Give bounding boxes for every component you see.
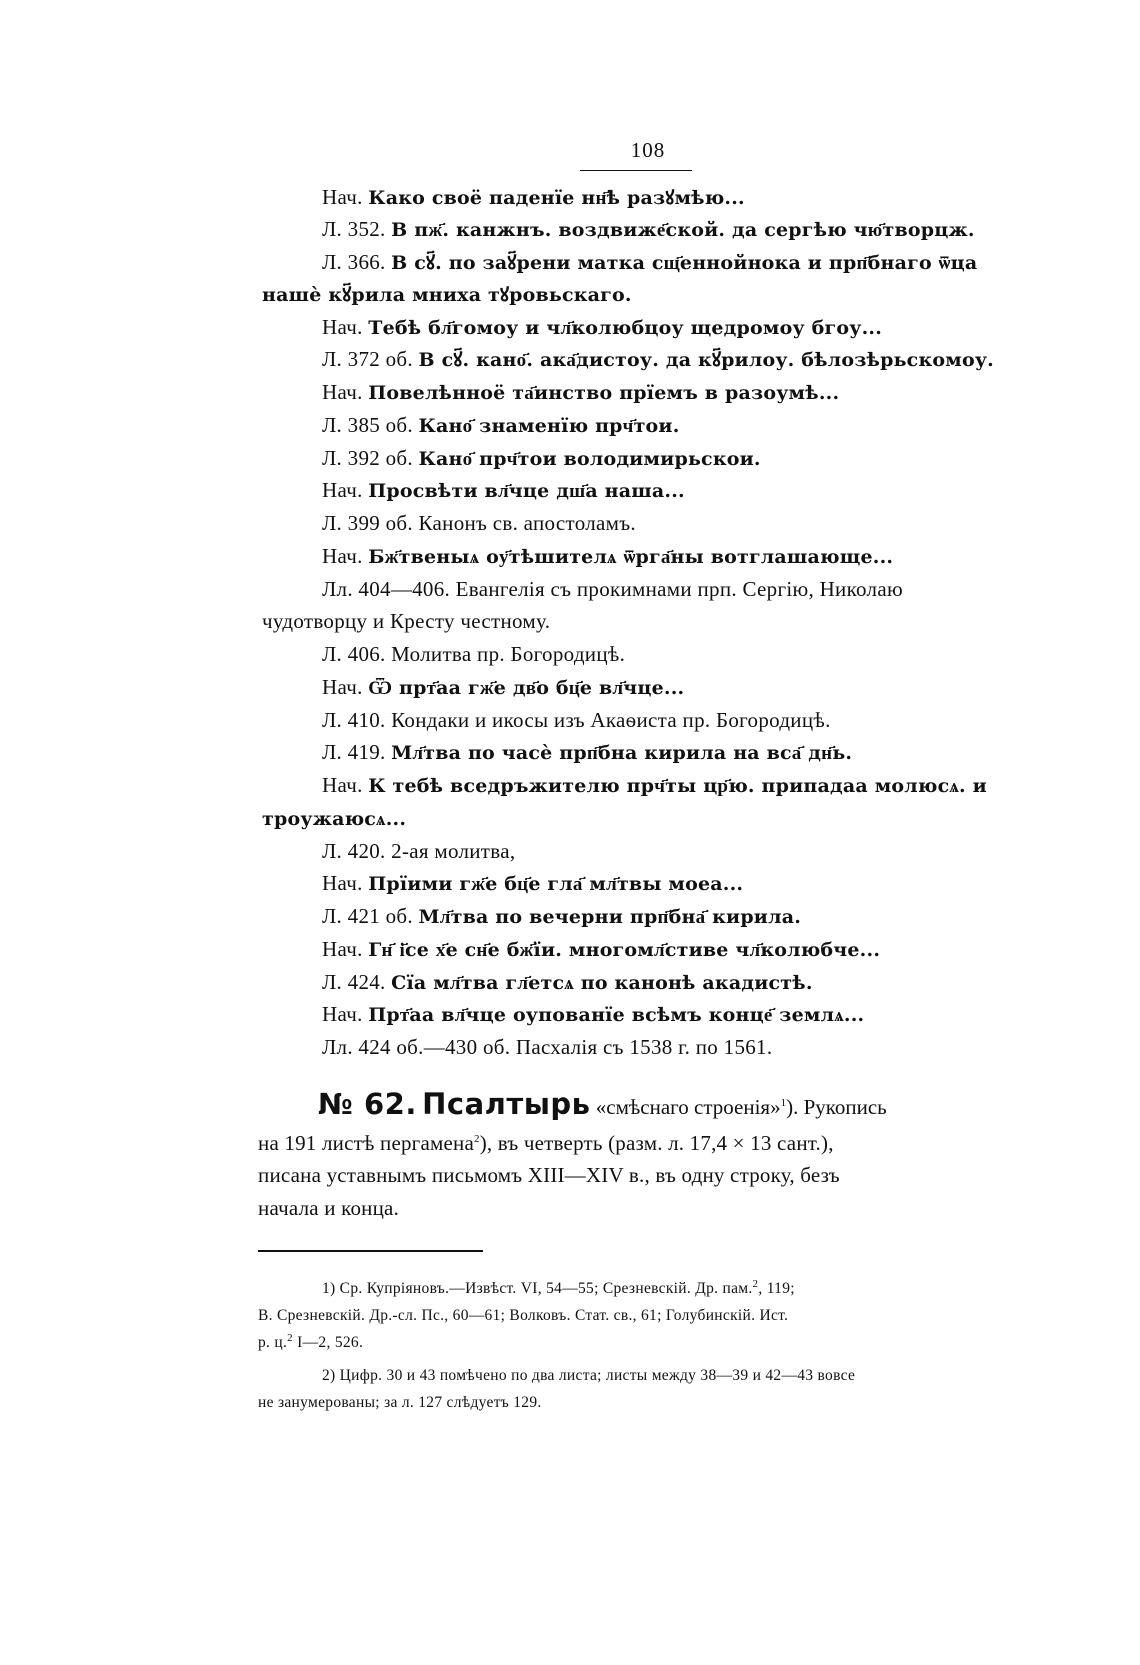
text-line: Л. 385 об. Кано҃ знаменїю прч҃тои. [322,413,680,437]
entry-title: Псалтырь [422,1087,591,1121]
text-line: Нач. Тебѣ бл҃гомоу и чл҃колюбцоу щедромоу бгоу... [322,315,883,339]
text-line: Л. 406. Молитва пр. Богородицѣ. [322,642,626,666]
text-line: Нач. Како своё паденїе нн҃ѣ разꙋмѣю... [322,185,745,209]
entry-line: на 191 листѣ пергамена$^2$), въ четверть (разм. л. 17,4 × 13 сант.), [258,1131,834,1155]
text-line: Нач. Прїими гж҃е бц҃е гла҃ мл҃твы моеа... [322,871,744,895]
text-line: Л. 392 об. Кано҃ прч҃тои володимирьскои. [322,446,761,470]
footnote-ref-2: 2 [474,1133,480,1145]
entry-line: писана уставнымъ письмомъ XIII—XIV в., въ одну строку, безъ [258,1163,840,1187]
entry-line: начала и конца. [258,1196,400,1220]
footnote-1-cont: р. ц.$^2$ I—2, 526. [258,1331,364,1351]
text-line: Л. 419. Мл҃тва по часѐ прп҃бна кирила на вса҃ дн҃ь. [322,740,853,764]
text-line: Л. 421 об. Мл҃тва по вечерни прп҃бна҃ кирила. [322,904,802,928]
text-line: Л. 410. Кондаки и икосы изъ Акаѳиста пр. Богородицѣ. [322,708,831,732]
footnote-1: 1) Ср. Купріяновъ.—Извѣст. VI, 54—55; Срезневскій. Др. пам.$^2$, 119; [322,1277,795,1297]
entry-subtitle: «смѣснаго строенія» [595,1095,781,1119]
text-line: нашѐ кꙋ҃рила мниха тꙋровьскаго. [262,284,632,306]
entry-number: № 62. [318,1087,417,1121]
footnote-2-cont: не занумерованы; за л. 127 слѣдуетъ 129. [258,1394,542,1411]
footnote-separator [258,1250,483,1252]
text-line: Л. 420. 2-ая молитва, [322,839,516,863]
text-line: Нач. Гн҃ і҃се х҃е сн҃е бж҃їи. многомл҃стиве чл҃колюбче... [322,937,881,961]
text-line: Л. 366. В сꙋ҃. по заꙋ҃рени матка сщ҃еннойнока и прп҃бнаго ѿца [322,250,978,274]
text-line: Нач. Прт҃аа вл҃чце оупованїе всѣмъ конце҃ землѧ... [322,1002,865,1026]
text-line: Л. 352. В пж҃. канжнъ. воздвиже҃ской. да сергѣю чю҃творцж. [322,217,975,241]
text-line: Нач. Бж҃твеныѧ оу҃тѣшителѧ ѿрга҃ны вотглашающе... [322,544,894,568]
entry-heading: № 62. Псалтырь «смѣснаго строенія»$^1$). Рукопись [318,1087,887,1121]
text-line: Нач. Просвѣти вл҃чце дш҃а наша... [322,478,685,502]
page-number: 108 [630,138,666,162]
text-line: Нач. Ѿ прт҃аа гж҃е дв҃о бц҃е вл҃чце... [322,675,685,699]
text-line: Л. 372 об. В сꙋ҃. кано҃. ака҃дистоу. да кꙋ҃рилоу. бѣлозѣрьскомоу. [322,347,994,371]
page-number-rule [580,170,692,171]
footnote-2: 2) Цифр. 30 и 43 помѣчено по два листа; листы между 38—39 и 42—43 вовсе [322,1367,856,1384]
text-line: Лл. 424 об.—430 об. Пасхалія съ 1538 г. по 1561. [322,1035,773,1059]
footnote-ref-1: 1 [780,1097,787,1109]
footnote-1-cont: В. Срезневскій. Др.-сл. Пс., 60—61; Волковъ. Стат. св., 61; Голубинскій. Ист. [258,1307,789,1324]
text-line: троужаюсѧ... [262,808,407,830]
text-line: Л. 424. Сїа мл҃тва гл҃етсѧ по канонѣ акадистѣ. [322,970,813,994]
text-line: Нач. Повелѣнноё та҃инство прїемъ в разоумѣ... [322,380,840,404]
text-line: Лл. 404—406. Евангелія съ прокимнами прп. Сергію, Николаю [322,577,903,601]
text-line: Нач. К тебѣ вседръжителю прч҃ты цр҃ю. припадаа молюсѧ. и [322,773,987,797]
text-line: Л. 399 об. Канонъ св. апостоламъ. [322,511,636,535]
text-line: чудотворцу и Кресту честному. [262,609,551,633]
